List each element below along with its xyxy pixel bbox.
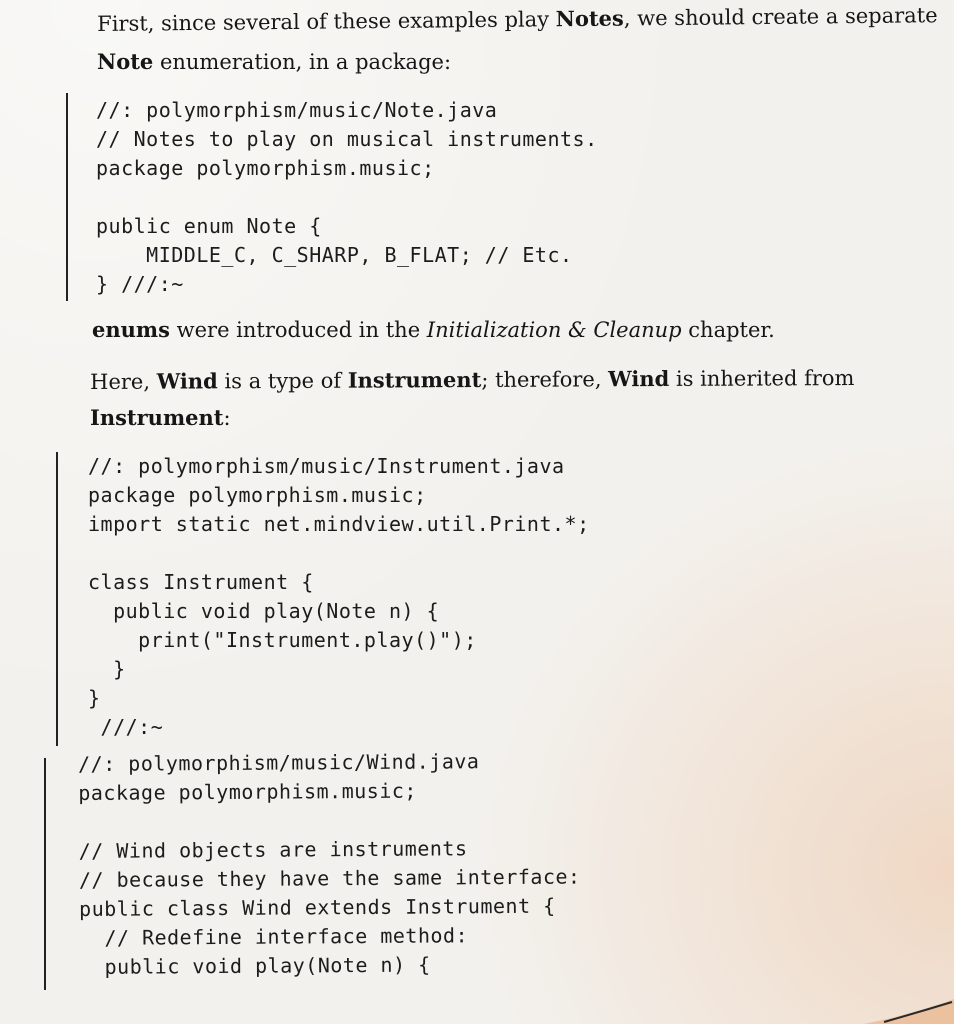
text: is a type of xyxy=(217,368,348,394)
code-line: } xyxy=(88,686,101,710)
bold-term: Notes xyxy=(555,5,624,32)
paragraph-wind-line2 xyxy=(90,400,231,436)
code-margin-bar xyxy=(56,452,58,746)
bold-term: Instrument xyxy=(90,405,224,430)
code-line: // Redefine interface method: xyxy=(79,923,469,950)
page-edge-curl xyxy=(864,994,954,1024)
text: were introduced in the xyxy=(169,318,427,342)
code-block-wind xyxy=(78,746,581,981)
text: First, since several of these examples play xyxy=(97,7,556,36)
code-line: public void play(Note n) { xyxy=(88,599,440,623)
bold-term: Wind xyxy=(608,365,670,392)
code-line: // because they have the same interface: xyxy=(78,864,581,892)
text: enumeration, in a package: xyxy=(153,50,452,74)
code-line: // Wind objects are instruments xyxy=(78,836,468,863)
text: ; therefore, xyxy=(481,367,609,392)
paragraph-wind-line1 xyxy=(90,360,855,400)
code-line xyxy=(96,183,598,212)
paragraph-intro-line2 xyxy=(97,44,451,80)
code-block-instrument xyxy=(88,452,590,742)
code-line: public enum Note { xyxy=(96,214,322,238)
bold-term: Note xyxy=(97,49,154,74)
code-line xyxy=(88,539,590,568)
code-line: public void play(Note n) { xyxy=(79,952,431,979)
code-line: // Notes to play on musical instruments. xyxy=(96,127,598,151)
bold-term: Wind xyxy=(156,368,218,394)
chapter-title: Initialization & Cleanup xyxy=(426,318,682,342)
text: Here, xyxy=(90,369,157,394)
code-line: package polymorphism.music; xyxy=(78,778,417,805)
text: , we should create a separate xyxy=(623,3,938,31)
code-line: } xyxy=(88,657,126,681)
code-line: ///:~ xyxy=(88,715,164,739)
code-line: public class Wind extends Instrument { xyxy=(79,893,556,921)
code-margin-bar xyxy=(44,758,46,990)
code-block-note xyxy=(96,96,598,299)
code-line: } ///:~ xyxy=(96,272,184,296)
text: chapter. xyxy=(681,318,775,342)
code-line: MIDDLE_C, C_SHARP, B_FLAT; // Etc. xyxy=(96,243,573,267)
code-line: //: polymorphism/music/Note.java xyxy=(96,98,498,122)
code-line: import static net.mindview.util.Print.*; xyxy=(88,512,590,536)
code-line: //: polymorphism/music/Instrument.java xyxy=(88,454,565,478)
code-line: print("Instrument.play()"); xyxy=(88,628,477,652)
code-margin-bar xyxy=(66,93,68,301)
paragraph-intro-line1 xyxy=(97,0,938,42)
paragraph-enums xyxy=(92,312,775,348)
code-line: package polymorphism.music; xyxy=(96,156,435,180)
bold-term: Instrument xyxy=(347,366,482,393)
code-line: class Instrument { xyxy=(88,570,314,594)
text: is inherited from xyxy=(669,365,855,391)
text: : xyxy=(223,406,231,430)
code-line: //: polymorphism/music/Wind.java xyxy=(78,749,480,776)
bold-term: enums xyxy=(92,317,170,342)
code-line xyxy=(78,804,580,837)
code-line: package polymorphism.music; xyxy=(88,483,427,507)
